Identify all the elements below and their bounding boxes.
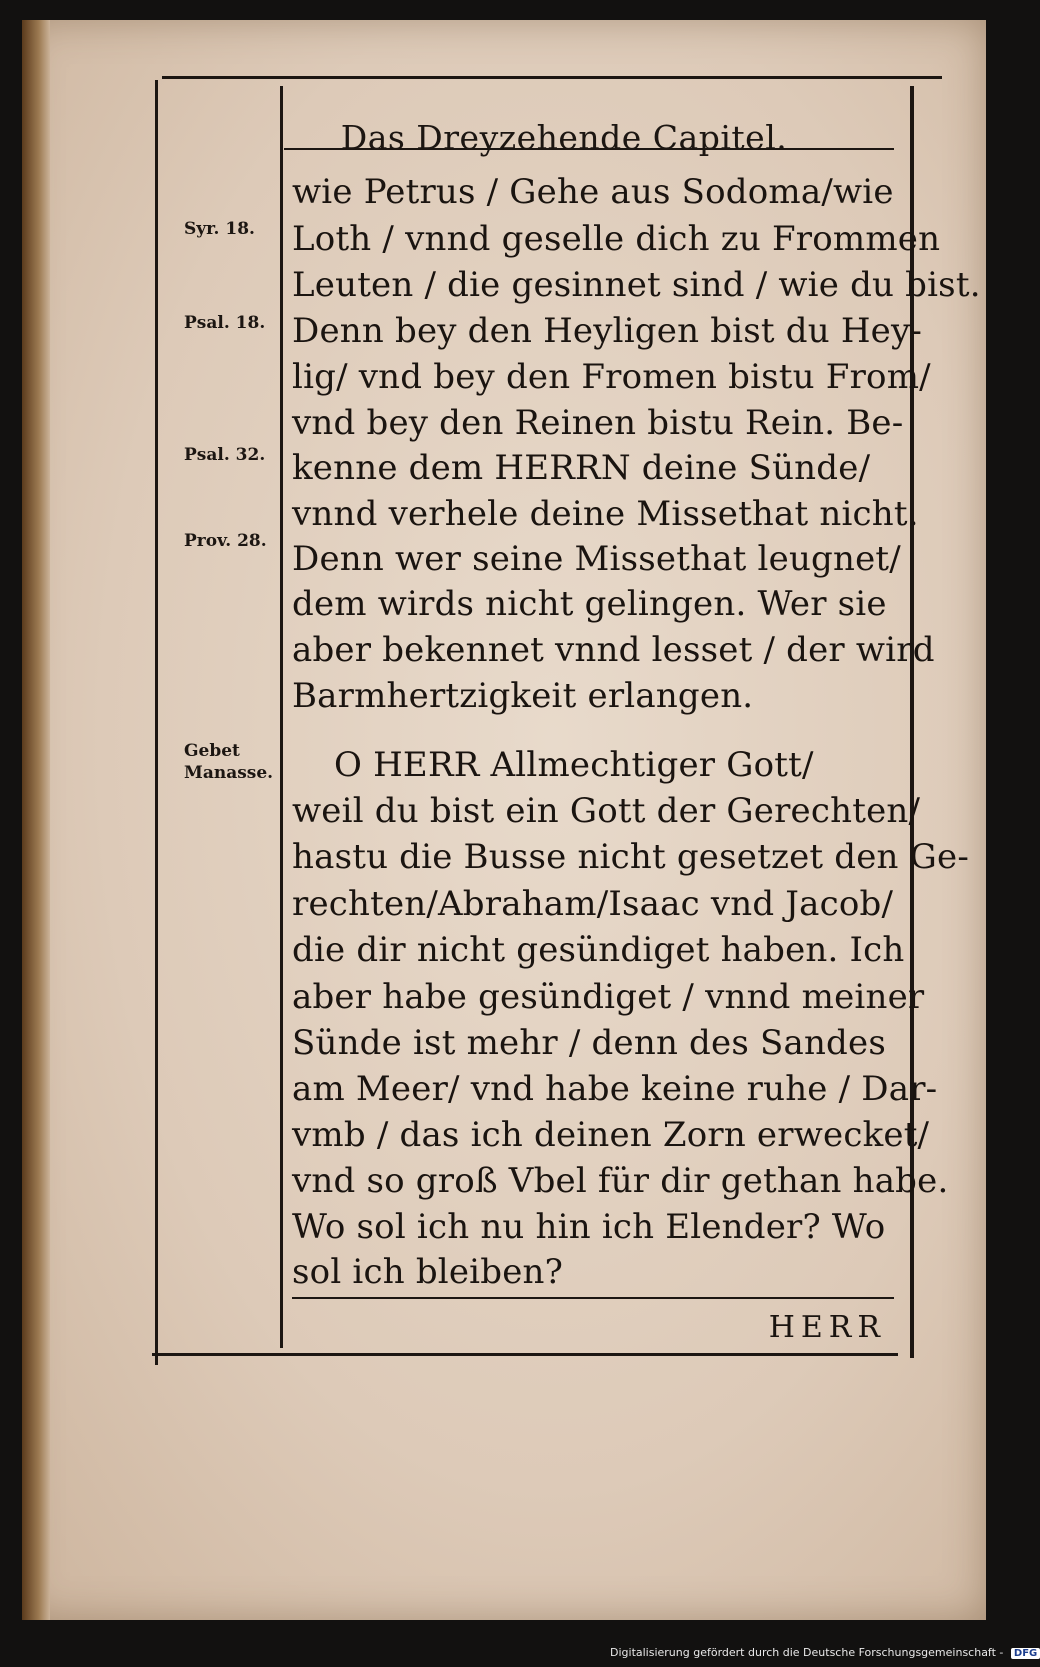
text-line: vnd bey den Reinen bistu Rein. Be- bbox=[292, 403, 904, 443]
top-rule bbox=[162, 76, 942, 79]
text-line: vnd so groß Vbel für dir gethan habe. bbox=[292, 1161, 949, 1201]
left-outer-rule bbox=[155, 80, 158, 1365]
page-bottom-rule bbox=[152, 1353, 898, 1356]
margin-note: Syr. 18. bbox=[184, 219, 255, 239]
text-line: Barmhertzigkeit erlangen. bbox=[292, 676, 754, 716]
text-line: aber habe gesündiget / vnnd meiner bbox=[292, 977, 925, 1017]
digitization-credit bbox=[610, 1646, 1040, 1659]
text-line: die dir nicht gesündiget haben. Ich bbox=[292, 930, 905, 970]
text-bottom-rule bbox=[292, 1297, 894, 1299]
text-line: dem wirds nicht gelingen. Wer sie bbox=[292, 584, 887, 624]
text-line: sol ich bleiben? bbox=[292, 1252, 564, 1292]
margin-note: Psal. 18. bbox=[184, 313, 266, 333]
page-header: Das Dreyzehende Capitel. bbox=[340, 118, 788, 157]
text-line: Leuten / die gesinnet sind / wie du bist. bbox=[292, 265, 981, 305]
text-line: weil du bist ein Gott der Gerechten/ bbox=[292, 791, 921, 831]
dfg-logo: DFG bbox=[1011, 1648, 1040, 1659]
margin-note: Prov. 28. bbox=[184, 531, 267, 551]
text-line: rechten/Abraham/Isaac vnd Jacob/ bbox=[292, 884, 894, 924]
catchword: HERR bbox=[768, 1310, 886, 1345]
text-line: am Meer/ vnd habe keine ruhe / Dar- bbox=[292, 1069, 938, 1109]
prayer-first-line: O HERR Allmechtiger Gott/ bbox=[334, 745, 814, 785]
text-line: Sünde ist mehr / denn des Sandes bbox=[292, 1023, 886, 1063]
text-line: Wo sol ich nu hin ich Elender? Wo bbox=[292, 1207, 886, 1247]
text-line: Loth / vnnd geselle dich zu Frommen bbox=[292, 219, 941, 259]
column-divider-rule bbox=[280, 86, 283, 1348]
text-line: Denn bey den Heyligen bist du Hey- bbox=[292, 311, 923, 351]
text-line: Denn wer seine Missethat leugnet/ bbox=[292, 539, 901, 579]
text-line: kenne dem HERRN deine Sünde/ bbox=[292, 448, 871, 488]
margin-note: Manasse. bbox=[184, 763, 274, 783]
margin-note: Psal. 32. bbox=[184, 445, 266, 465]
text-line: wie Petrus / Gehe aus Sodoma/wie bbox=[292, 172, 894, 212]
text-line: vnnd verhele deine Missethat nicht. bbox=[292, 494, 919, 534]
text-line: aber bekennet vnnd lesset / der wird bbox=[292, 630, 935, 670]
margin-note: Gebet bbox=[184, 741, 240, 761]
book-page bbox=[22, 20, 986, 1620]
text-line: vmb / das ich deinen Zorn erwecket/ bbox=[292, 1115, 930, 1155]
text-line: hastu die Busse nicht gesetzet den Ge- bbox=[292, 837, 970, 877]
text-line: lig/ vnd bey den Fromen bistu From/ bbox=[292, 357, 931, 397]
book-spine-edge bbox=[22, 20, 50, 1620]
credit-text: Digitalisierung gefördert durch die Deutsche Forschungsgemeinschaft - bbox=[610, 1646, 1004, 1659]
